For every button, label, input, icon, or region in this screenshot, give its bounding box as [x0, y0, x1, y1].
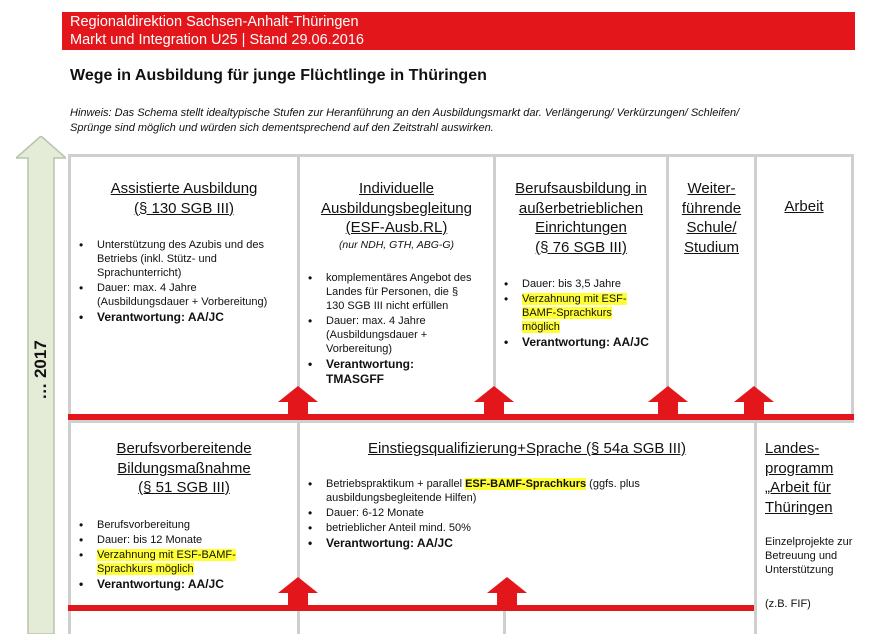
up-arrow	[648, 386, 688, 416]
title-line: Einstiegsqualifizierung+Sprache (§ 54a SGB III)	[367, 440, 687, 457]
list-item	[71, 548, 267, 576]
box-arbeit	[754, 154, 854, 416]
box-subtitle: (nur NDH, GTH, ABG-G)	[338, 238, 455, 251]
title-line: (§ 51 SGB III)	[138, 479, 230, 496]
box-landesprogramm	[754, 420, 854, 634]
list-item: • Dauer: bis 3,5 Jahre	[496, 277, 652, 291]
responsibility: • Verantwortung: AA/JC	[71, 577, 267, 592]
title-line: (§ 76 SGB III)	[535, 238, 627, 256]
title-line: Studium	[683, 238, 740, 256]
list-item: • Dauer: bis 12 Monate	[71, 533, 267, 547]
timeline-year-label	[30, 330, 52, 410]
bullet-list	[300, 477, 754, 551]
red-line-lower	[68, 605, 754, 611]
title-line: Arbeit	[784, 198, 824, 215]
box-title	[300, 179, 493, 238]
hint-line-1: Hinweis: Das Schema stellt idealtypische Stufen zur Heranführung an den Ausbildungsmarkt dar. Verlängerung/ Verkürzungen/ Schleifen/	[70, 107, 740, 119]
up-arrow	[487, 577, 527, 607]
list-item: • Unterstützung des Azubis und des Betriebs (inkl. Stütz- und Sprachunterricht)	[71, 238, 275, 280]
list-item	[300, 477, 706, 505]
title-line: Weiter-	[687, 180, 736, 197]
up-arrow	[734, 386, 774, 416]
box-assistierte-ausbildung	[68, 154, 300, 416]
up-arrow	[278, 577, 318, 607]
title-line: außerbetrieblichen	[518, 199, 644, 217]
divider-stub	[503, 611, 506, 634]
title-line: Einrichtungen	[535, 219, 627, 236]
side-text: (z.B. FIF)	[765, 598, 811, 610]
timeline-year-text: … 2017	[31, 340, 50, 400]
title-line: „Arbeit für	[765, 479, 831, 496]
highlight-text: Verzahnung mit ESF-BAMF-Sprachkurs möglich	[522, 293, 627, 333]
list-item: • Dauer: max. 4 Jahre (Ausbildungsdauer + Vorbereitung)	[300, 314, 475, 356]
title-line: programm	[765, 459, 834, 477]
title-line: (§ 130 SGB III)	[133, 199, 235, 217]
responsibility: • Verantwortung: AA/JC	[496, 335, 652, 350]
bullet-list	[71, 518, 297, 592]
highlight-text: ESF-BAMF-Sprachkurs	[465, 477, 587, 490]
bullet-list	[300, 271, 493, 387]
side-text: Einzelprojekte zur Betreuung und Unterstützung	[765, 536, 853, 576]
header-banner	[62, 12, 855, 50]
up-arrow	[278, 386, 318, 416]
box-title	[757, 439, 854, 517]
list-item: • Dauer: max. 4 Jahre (Ausbildungsdauer + Vorbereitung)	[71, 281, 275, 309]
title-line: Berufsausbildung in	[515, 180, 647, 197]
responsibility: • Verantwortung: AA/JC	[300, 536, 706, 551]
hint-text	[70, 106, 850, 136]
box-einstiegsqualifizierung	[297, 420, 757, 634]
title-line: Thüringen	[765, 498, 833, 516]
title-line: (ESF-Ausb.RL)	[345, 219, 448, 236]
box-title	[496, 179, 666, 257]
header-line-1: Regionaldirektion Sachsen-Anhalt-Thüringen	[70, 14, 359, 30]
title-line: Berufsvorbereitende	[116, 440, 252, 457]
list-item	[496, 292, 652, 334]
box-weiterfuehrende-schule	[666, 154, 757, 416]
title-line: Schule/	[686, 219, 737, 236]
page-title: Wege in Ausbildung für junge Flüchtlinge in Thüringen	[70, 67, 487, 84]
up-arrow	[474, 386, 514, 416]
box-berufsvorbereitende-bildungsmassnahme	[68, 420, 300, 634]
bullet-text: (ggfs. plus ausbildungsbegleitende Hilfen)	[326, 477, 640, 504]
title-line: Assistierte Ausbildung	[110, 180, 258, 197]
list-item: • Berufsvorbereitung	[71, 518, 267, 532]
highlight-text: Verzahnung mit ESF-BAMF-Sprachkurs möglich	[97, 548, 236, 575]
list-item: • Dauer: 6-12 Monate	[300, 506, 706, 520]
header-line-2: Markt und Integration U25 | Stand 29.06.2016	[70, 32, 364, 48]
title-line: Bildungsmaßnahme	[117, 459, 251, 477]
box-title	[71, 179, 297, 218]
responsibility: • Verantwortung: TMASGFF	[300, 357, 475, 387]
list-item: • betrieblicher Anteil mind. 50%	[300, 521, 706, 535]
hint-line-2: Sprünge sind möglich und würden sich dementsprechend auf den Zeitstrahl auswirken.	[70, 122, 494, 134]
title-line: führende	[681, 199, 742, 217]
box-title	[300, 439, 754, 459]
bullet-list	[496, 277, 666, 350]
title-line: Landes-	[765, 440, 820, 457]
box-individuelle-ausbildungsbegleitung	[297, 154, 496, 416]
box-berufsausbildung-ausserbetrieblich	[493, 154, 669, 416]
list-item: • komplementäres Angebot des Landes für Personen, die § 130 SGB III nicht erfüllen	[300, 271, 475, 313]
responsibility: • Verantwortung: AA/JC	[71, 310, 275, 325]
box-title	[71, 439, 297, 498]
bullet-list	[71, 238, 297, 325]
box-title	[757, 197, 851, 217]
bullet-text: Betriebspraktikum + parallel	[326, 477, 466, 490]
box-title	[669, 179, 754, 257]
title-line: Individuelle	[358, 180, 435, 197]
title-line: Ausbildungsbegleitung	[321, 199, 472, 217]
